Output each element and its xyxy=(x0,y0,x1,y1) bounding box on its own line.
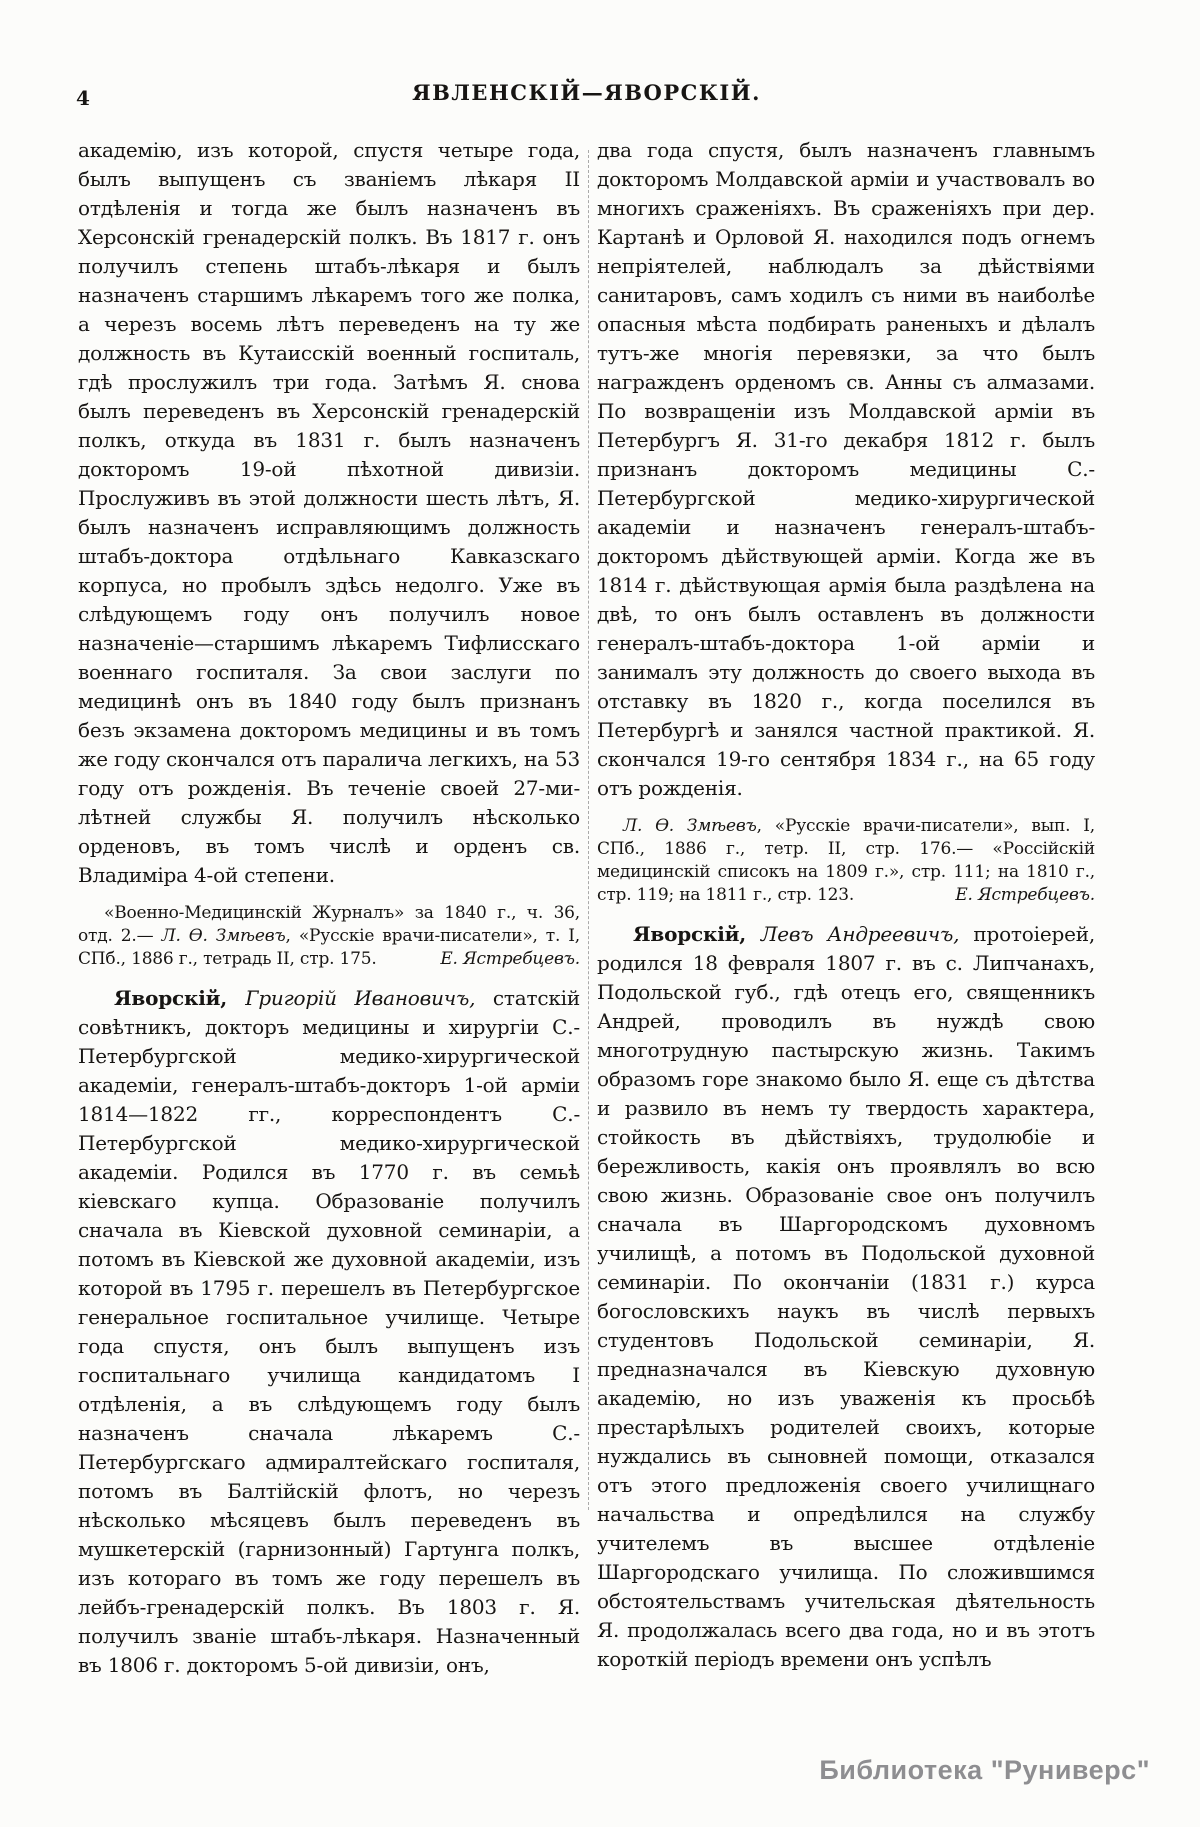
left-reference-post: , «Русскіе врачи-писатели», т. I, СПб., 1886 г., тетрадь II, стр. 175. xyxy=(78,926,580,969)
column-divider xyxy=(588,150,589,1510)
left-continuation-paragraph: академію, изъ которой, спустя четыре года, былъ выпущенъ съ званіемъ лѣкаря II отдѣленія и тогда же былъ назначенъ въ Херсонскій гренадерскій полкъ. Въ 1817 г. онъ получилъ степень штабъ-лѣкаря и былъ назначенъ старшимъ лѣкаремъ того же полка, а черезъ восемь лѣтъ переведенъ на ту же должность въ Кутаисскій военный госпиталь, гдѣ прослужилъ три года. Затѣмъ Я. снова былъ переведенъ въ Херсонскій гренадерскій полкъ, откуда въ 1831 г. былъ назначенъ докторомъ 19-ой пѣхотной дивизіи. Прослуживъ въ этой должности шесть лѣтъ, Я. былъ назначенъ исправляющимъ должность штабъ-доктора отдѣльнаго Кавказскаго корпуса, но пробылъ здѣсь недолго. Уже въ слѣдующемъ году онъ получилъ новое назначеніе—старшимъ лѣкаремъ Тифлисскаго военнаго госпиталя. За свои заслуги по медицинѣ онъ въ 1840 году былъ признанъ безъ экзамена докторомъ медицины и въ томъ же году скончался отъ паралича легкихъ, на 53 году отъ рожденія. Въ теченіе своей 27-ми-лѣтней службы Я. получилъ нѣсколько орденовъ, въ томъ числѣ и орденъ св. Владиміра 4-ой степени. xyxy=(78,138,580,887)
entry-given-name: Левъ Андреевичъ, xyxy=(760,922,974,946)
right-column xyxy=(597,136,1095,1674)
left-column xyxy=(78,136,580,1680)
left-reference-pre: «Военно-Медицинскій Журналъ» за 1840 г., ч. 36, отд. 2.— xyxy=(78,903,580,946)
entry-text: статскій совѣтникъ, докторъ медицины и хирургіи С.-Петербургской медико-хирургической академіи, генералъ-штабъ-докторъ 1-ой арміи 1814—1822 гг., корреспондентъ С.-Петербургской медико-хирургической академіи. Родился въ 1770 г. въ семьѣ кіевскаго купца. Образованіе получилъ сначала въ Кіевской духовной семинаріи, а потомъ въ Кіевской же духовной академіи, изъ которой въ 1795 г. перешелъ въ Петербургское генеральное госпитальное училище. Четыре года спустя, онъ былъ выпущенъ изъ госпитальнаго училища кандидатомъ I отдѣленія, а въ слѣдующемъ году былъ назначенъ сначала лѣкаремъ С.-Петербургскаго адмиралтейскаго госпиталя, потомъ въ Балтійскій флотъ, но черезъ нѣсколько мѣсяцевъ былъ переведенъ въ мушкетерскій (гарнизонный) Гартунга полкъ, изъ котораго въ томъ же году перешелъ въ лейбъ-гренадерскій полкъ. Въ 1803 г. Я. получилъ званіе штабъ-лѣкаря. Назначенный въ 1806 г. докторомъ 5-ой дивизіи, онъ, xyxy=(78,986,580,1677)
right-reference-post: , «Русскіе врачи-писатели», вып. I, СПб., 1886 г., тетр. II, стр. 176.— «Россійскій медицинскій списокъ на 1809 г.», стр. 111; на 1810 г., стр. 119; на 1811 г., стр. 123. xyxy=(597,816,1095,905)
entry-given-name: Григорій Ивановичъ, xyxy=(245,986,493,1010)
running-title: ЯВЛЕНСКІЙ—ЯВОРСКІЙ. xyxy=(412,80,761,105)
entry-surname: Яворскій, xyxy=(114,986,246,1010)
entry-yavorsky-grigory xyxy=(78,984,580,1680)
right-reference-author: Л. Ѳ. Змѣевъ xyxy=(623,816,757,836)
page-number: 4 xyxy=(76,86,90,110)
right-reference-signature-text: Е. Ястребцевъ. xyxy=(955,885,1095,905)
runivers-watermark: Библиотека "Руниверс" xyxy=(819,1755,1150,1785)
entry-text: протоіерей, родился 18 февраля 1807 г. въ с. Липчанахъ, Подольской губ., гдѣ отецъ его, священникъ Андрей, проводилъ въ нуждѣ свою многотрудную пастырскую жизнь. Такимъ образомъ горе знакомо было Я. еще съ дѣтства и развило въ немъ ту твердость характера, стойкость въ дѣйствіяхъ, трудолюбіе и бережливость, какія онъ проявлялъ во всю свою жизнь. Образованіе свое онъ получилъ сначала въ Шаргородскомъ духовномъ училищѣ, а потомъ въ Подольской духовной семинаріи. По окончаніи (1831 г.) курса богословскихъ наукъ въ числѣ первыхъ студентовъ Подольской семинаріи, Я. предназначался въ Кіевскую духовную академію, но изъ уваженія къ просьбѣ престарѣлыхъ родителей своихъ, которые нуждались въ сыновней помощи, отказался отъ этого предложенія своего училищнаго начальства и опредѣлился на службу учителемъ въ высшее отдѣленіе Шаргородскаго училища. По сложившимся обстоятельствамъ учительская дѣятельность Я. продолжалась всего два года, но и въ этотъ короткій періодъ времени онъ успѣлъ xyxy=(597,922,1095,1671)
entry-yavorsky-lev xyxy=(597,920,1095,1674)
left-reference-signature-text: Е. Ястребцевъ. xyxy=(440,949,580,969)
right-continuation-paragraph: два года спустя, былъ назначенъ главнымъ докторомъ Молдавской арміи и участвовалъ во многихъ сраженіяхъ. Въ сраженіяхъ при дер. Картанѣ и Орловой Я. находился подъ огнемъ непріятелей, наблюдалъ за дѣйствіями санитаровъ, самъ ходилъ съ ними въ наиболѣе опасныя мѣста подбирать раненыхъ и дѣлалъ тутъ-же многія перевязки, за что былъ награжденъ орденомъ св. Анны съ алмазами. По возвращеніи изъ Молдавской арміи въ Петербургъ Я. 31-го декабря 1812 г. былъ признанъ докторомъ медицины С.-Петербургской медико-хирургической академіи и назначенъ генералъ-штабъ-докторомъ дѣйствующей арміи. Когда же въ 1814 г. дѣйствующая армія была раздѣлена на двѣ, то онъ былъ оставленъ въ должности генералъ-штабъ-доктора 1-ой арміи и занималъ эту должность до своего выхода въ отставку въ 1820 г., когда поселился въ Петербургѣ и занялся частной практикой. Я. скончался 19-го сентября 1834 г., на 65 году отъ рожденія. xyxy=(597,138,1095,800)
left-reference-author: Л. Ѳ. Змѣевъ xyxy=(161,926,286,946)
entry-surname: Яворскій, xyxy=(633,922,761,946)
